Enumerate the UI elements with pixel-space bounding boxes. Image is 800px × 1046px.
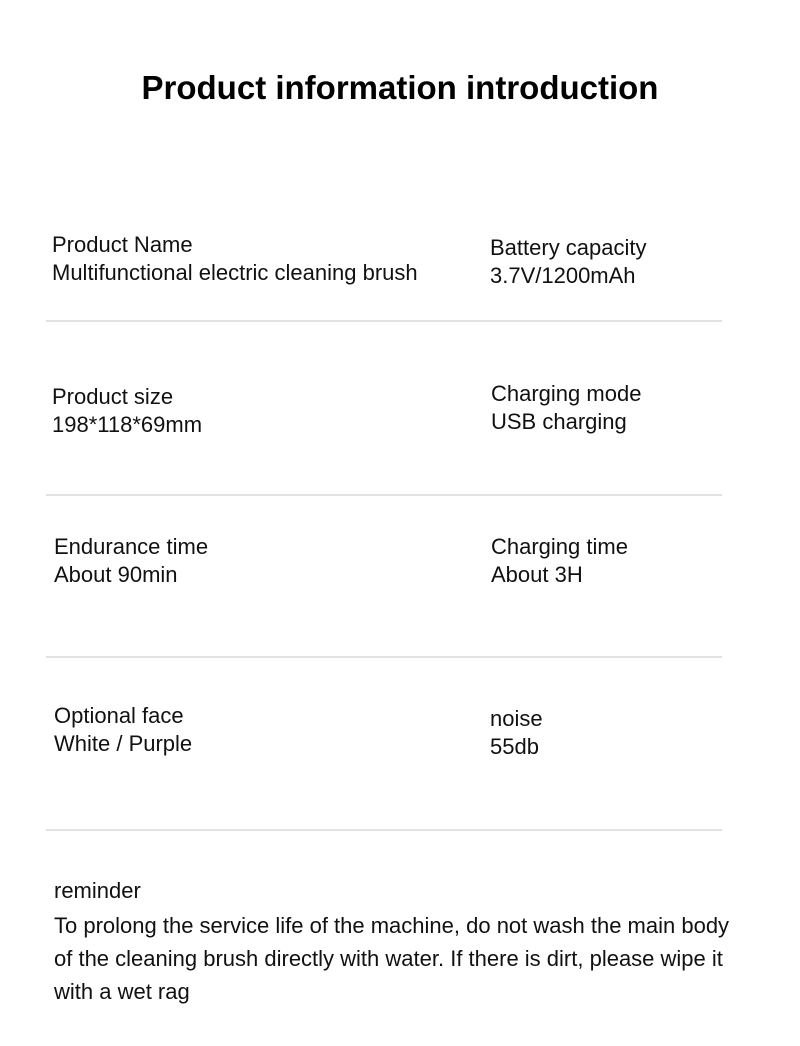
spec-product-size — [52, 383, 202, 439]
spec-label: Product Name — [52, 232, 193, 257]
spec-value: 55db — [490, 734, 539, 759]
row-divider — [46, 494, 722, 496]
spec-product-name — [52, 231, 418, 287]
spec-label: Product size — [52, 384, 174, 409]
spec-value: USB charging — [491, 409, 627, 434]
spec-charging-mode — [491, 380, 641, 436]
spec-charging-time — [491, 533, 628, 589]
spec-noise — [490, 705, 543, 761]
reminder-text: To prolong the service life of the machine, do not wash the main body of the cleaning brush directly with water. If there is dirt, please wipe it with a wet rag — [54, 913, 730, 1004]
row-divider — [46, 320, 722, 322]
reminder-section — [54, 876, 734, 1008]
spec-value: White / Purple — [54, 731, 193, 756]
page-title: Product information introduction — [141, 69, 659, 106]
reminder-title: reminder — [54, 878, 141, 903]
spec-value: About 90min — [54, 562, 178, 587]
spec-value: Multifunctional electric cleaning brush — [52, 260, 418, 285]
spec-endurance-time — [54, 533, 208, 589]
spec-label: Battery capacity — [490, 235, 647, 260]
spec-value: About 3H — [491, 562, 583, 587]
row-divider — [46, 656, 722, 658]
spec-optional-face — [54, 702, 192, 758]
spec-label: noise — [490, 706, 543, 731]
spec-battery-capacity — [490, 234, 647, 290]
spec-label: Optional face — [54, 703, 184, 728]
row-divider — [46, 829, 722, 831]
spec-value: 198*118*69mm — [52, 412, 203, 437]
spec-label: Charging mode — [491, 381, 642, 406]
spec-label: Endurance time — [54, 534, 209, 559]
spec-label: Charging time — [491, 534, 628, 559]
spec-value: 3.7V/1200mAh — [490, 263, 636, 288]
